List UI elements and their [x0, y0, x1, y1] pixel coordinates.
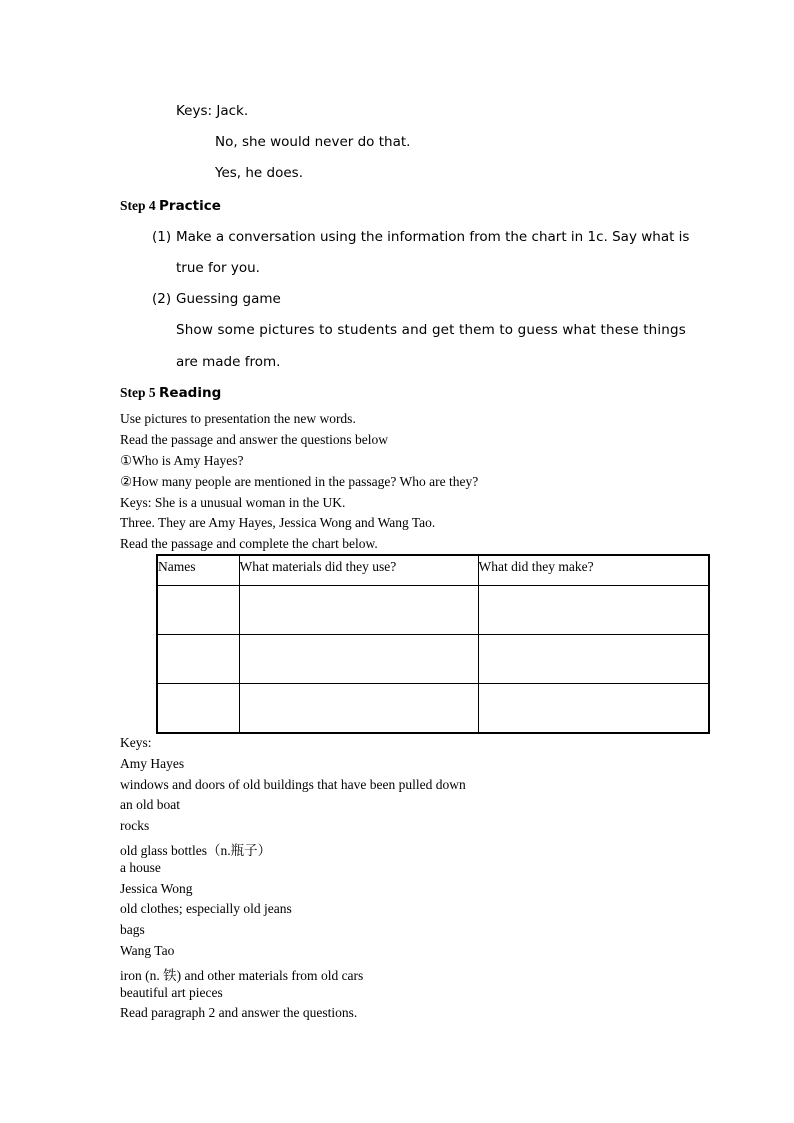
keys-line-14: Read paragraph 2 and answer the questions. [120, 1005, 358, 1020]
step4-item2-line2: are made from. [176, 354, 281, 370]
step5-line-2: Read the passage and answer the questions below [120, 432, 389, 447]
step4-item2-line1: Show some pictures to students and get them to guess what these things [176, 322, 686, 338]
table-header-names: Names [157, 555, 239, 586]
keys-line-11: Wang Tao [120, 943, 175, 958]
keys-line-4: an old boat [120, 797, 180, 812]
keys-line-13: beautiful art pieces [120, 985, 223, 1000]
keys-line-6: old glass bottles（n.瓶子） [120, 843, 272, 858]
keys-step3-line-1: Keys: Jack. [176, 103, 249, 119]
step5-line-1: Use pictures to presentation the new words. [120, 411, 356, 426]
table-cell [239, 635, 478, 684]
step4-item2-title: Guessing game [176, 291, 281, 307]
keys-step3-line-3: Yes, he does. [215, 165, 303, 181]
table-cell [157, 684, 239, 734]
keys-line-9: old clothes; especially old jeans [120, 901, 292, 916]
step5-line-5: Keys: She is a unusual woman in the UK. [120, 495, 346, 510]
keys-line-1: Keys: [120, 735, 152, 750]
keys-line-3: windows and doors of old buildings that have been pulled down [120, 777, 466, 792]
table-header-materials: What materials did they use? [239, 555, 478, 586]
keys-line-10: bags [120, 922, 145, 937]
table-cell [239, 684, 478, 734]
step5-heading [120, 385, 221, 401]
table-row [157, 586, 709, 635]
table-header-made: What did they make? [478, 555, 709, 586]
keys-line-5: rocks [120, 818, 150, 833]
table-cell [239, 586, 478, 635]
keys-line-7: a house [120, 860, 161, 875]
step4-item1-line2: true for you. [176, 260, 260, 276]
reading-chart-table [156, 554, 710, 734]
keys-line-2: Amy Hayes [120, 756, 185, 771]
step5-line-6: Three. They are Amy Hayes, Jessica Wong and Wang Tao. [120, 515, 436, 530]
step5-line-7: Read the passage and complete the chart below. [120, 536, 378, 551]
step5-line-4: ②How many people are mentioned in the passage? Who are they? [120, 474, 479, 489]
step4-heading-step: Step 4 [120, 198, 156, 213]
keys-line-12: iron (n. 铁) and other materials from old cars [120, 968, 364, 983]
table-header-row [157, 555, 709, 586]
table-cell [478, 635, 709, 684]
step4-item1-line1: Make a conversation using the information from the chart in 1c. Say what is [176, 229, 690, 245]
table-cell [157, 586, 239, 635]
keys-line-8: Jessica Wong [120, 881, 193, 896]
step5-heading-title: Reading [159, 385, 222, 401]
step5-heading-step: Step 5 [120, 385, 156, 400]
table-row [157, 635, 709, 684]
keys-step3-line-2: No, she would never do that. [215, 134, 411, 150]
step4-item2-number: (2) [152, 291, 172, 307]
step5-line-3: ①Who is Amy Hayes? [120, 453, 244, 468]
table-cell [478, 684, 709, 734]
table-row [157, 684, 709, 734]
step4-heading-title: Practice [159, 198, 221, 214]
step4-item1-number: (1) [152, 229, 172, 245]
step4-heading [120, 198, 221, 214]
table-cell [478, 586, 709, 635]
table-cell [157, 635, 239, 684]
